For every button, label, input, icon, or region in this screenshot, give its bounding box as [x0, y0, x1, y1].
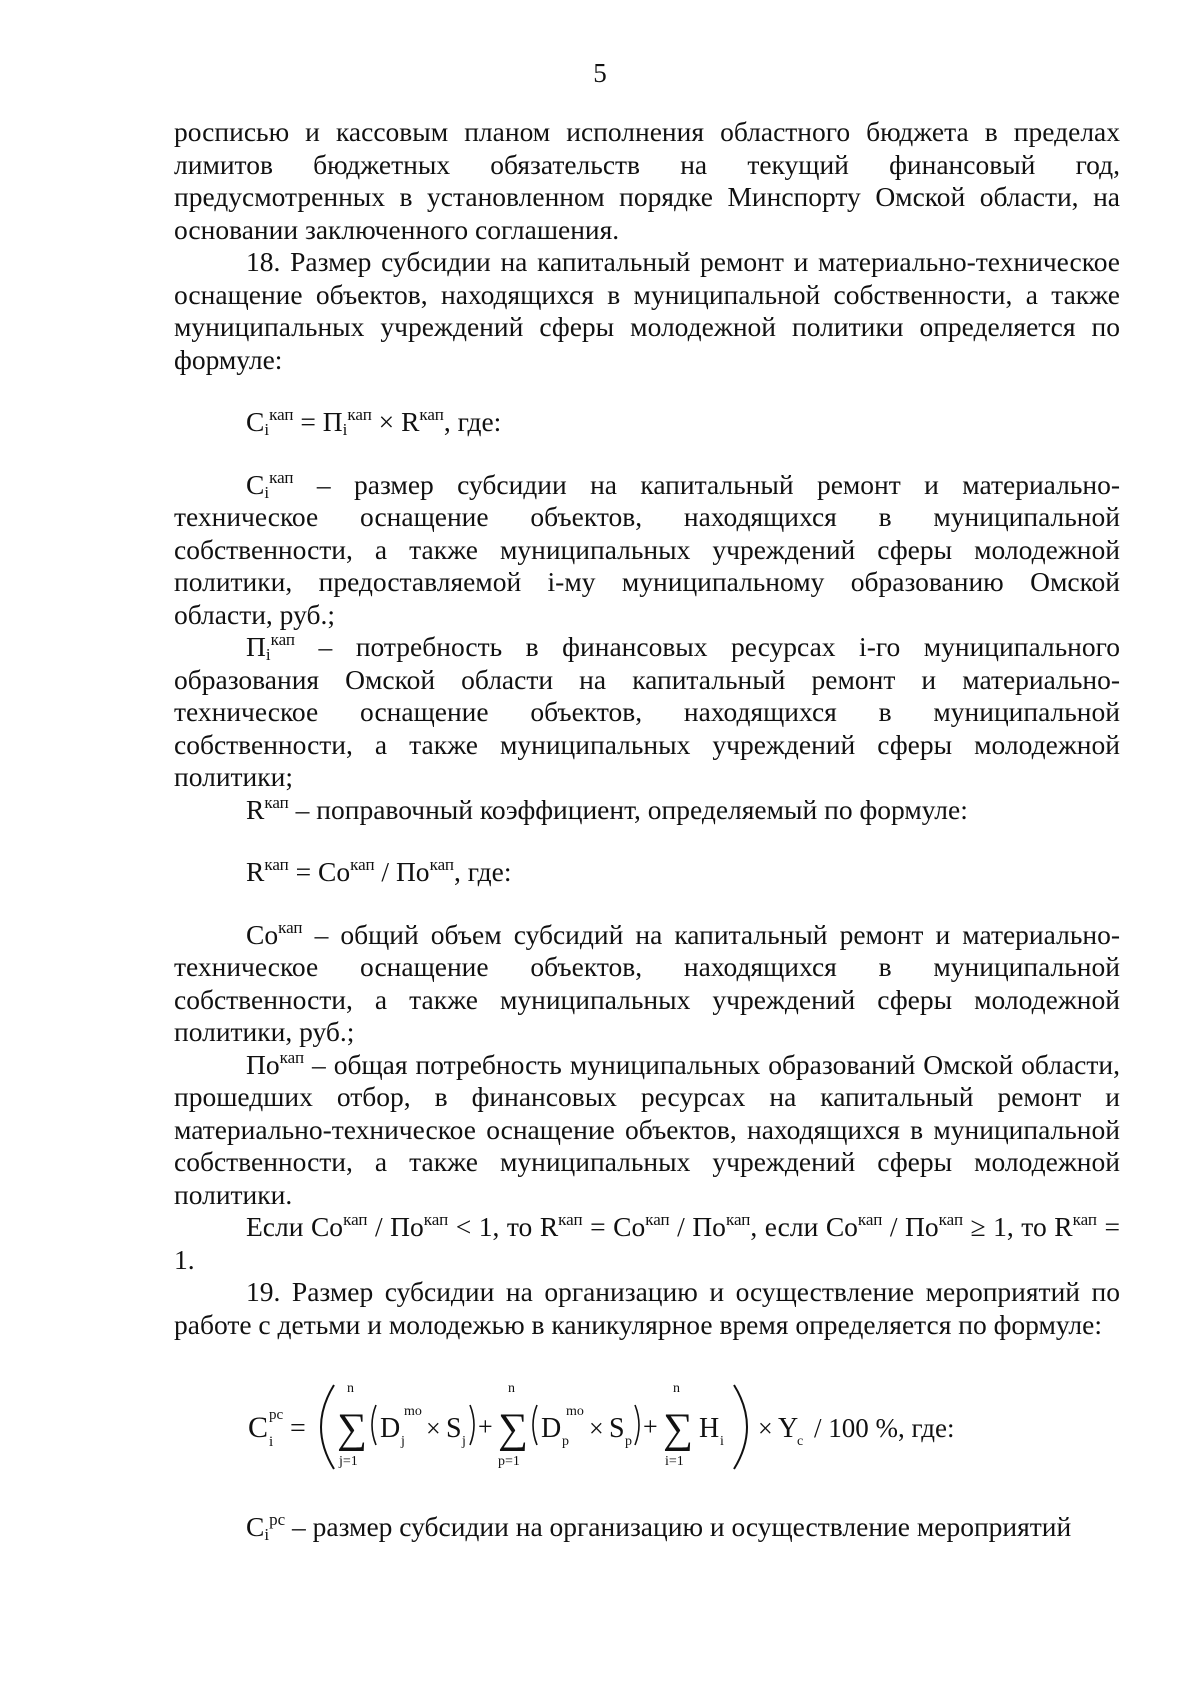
svg-text:+: + — [643, 1412, 658, 1441]
svg-text:i=1: i=1 — [665, 1454, 684, 1469]
svg-text:j: j — [462, 1434, 466, 1449]
svg-text:p=1: p=1 — [498, 1454, 520, 1469]
condition-r-kap: Если $Со^{кап} / По^{кап} < 1$, то $R^{кап} = Со^{кап} / По^{кап}$, если $Со^{кап} / По^{кап} \ge 1$, то $R^{кап} = 1$. — [174, 1210, 1121, 1275]
svg-text:Y: Y — [778, 1413, 799, 1444]
svg-text:S: S — [446, 1413, 462, 1444]
definition-c-pc: $C_i^{pc}$ – размер субсидии на организацию и осуществление мероприятий — [246, 1510, 1072, 1544]
svg-text:=: = — [290, 1413, 306, 1444]
svg-text:i: i — [720, 1434, 724, 1449]
svg-text:D: D — [541, 1413, 562, 1444]
svg-text:j=1: j=1 — [339, 1454, 358, 1469]
paragraph-continuation: росписью и кассовым планом исполнения областного бюджета в пределах лимитов бюджетных обязательств на текущий финансовый год, предусмотренных в установленном порядке Минспорту Омской области, на основании заключенного соглашения. — [174, 116, 1120, 245]
formula-c-kap: $C_i^{кап} = П_i^{кап} \times R^{кап}$, где: — [246, 405, 502, 439]
paragraph-18: 18. Размер субсидии на капитальный ремонт и материально-техническое оснащение объектов, находящихся в муниципальной собственности, а также муниципальных учреждений сферы молодежной политики определяется по формуле: — [174, 246, 1120, 375]
svg-text:C: C — [248, 1411, 269, 1444]
svg-text:/ 100 %, где:: / 100 %, где: — [814, 1413, 955, 1443]
svg-text:p: p — [625, 1434, 632, 1449]
svg-text:i: i — [269, 1434, 274, 1450]
formula-r-kap: $R^{кап} = Со^{кап} / По^{кап}$, где: — [246, 855, 512, 887]
svg-text:p: p — [562, 1434, 569, 1449]
page-number: 5 — [593, 58, 607, 88]
svg-text:n: n — [508, 1381, 515, 1396]
sum-sign-p: ∑ — [498, 1406, 528, 1452]
sum-sign-i: ∑ — [663, 1406, 693, 1452]
sum-sign-j: ∑ — [337, 1406, 367, 1452]
definition-so-kap: $Со^{кап}$ – общий объем субсидий на капитальный ремонт и материально-техническое оснащение объектов, находящихся в муниципальной собственности, а также муниципальных учреждений сферы молодежной политики, руб.; — [174, 917, 1120, 1047]
definition-po-kap: $По^{кап}$ – общая потребность муниципальных образований Омской области, прошедших отбор, в финансовых ресурсах на капитальный ремонт и материально-техническое оснащение объектов, находящихся в муниципальной собственности, а также муниципальных учреждений сферы молодежной политики. — [174, 1047, 1120, 1210]
svg-text:pc: pc — [269, 1407, 284, 1423]
svg-text:+: + — [478, 1412, 493, 1441]
svg-text:mo: mo — [566, 1404, 584, 1419]
svg-text:D: D — [380, 1413, 401, 1444]
formula-c-pc — [248, 1379, 1120, 1475]
svg-text:mo: mo — [404, 1404, 422, 1419]
definition-p-kap: $П_i^{кап}$ – потребность в финансовых ресурсах i-го муниципального образования Омской области на капитальный ремонт и материально-техническое оснащение объектов, находящихся в муниципальной собственности, а также муниципальных учреждений сферы молодежной политики; — [174, 630, 1120, 792]
svg-text:×: × — [426, 1414, 441, 1443]
document-body — [174, 116, 1120, 1544]
svg-text:S: S — [609, 1413, 625, 1444]
svg-text:n: n — [673, 1381, 680, 1396]
svg-text:×: × — [758, 1414, 773, 1443]
paragraph-19: 19. Размер субсидии на организацию и осуществление мероприятий по работе с детьми и молодежью в каникулярное время определяется по формуле: — [174, 1276, 1120, 1340]
svg-text:c: c — [797, 1434, 804, 1449]
definition-c-kap: $C_i^{кап}$ – размер субсидии на капитальный ремонт и материально-техническое оснащение объектов, находящихся в муниципальной собственности, а также муниципальных учреждений сферы молодежной политики, предоставляемой i-му муниципальному образованию Омской области, руб.; — [174, 467, 1120, 630]
definition-r-kap: $R^{кап}$ – поправочный коэффициент, определяемый по формуле: — [246, 792, 968, 825]
svg-text:j: j — [401, 1434, 405, 1449]
svg-text:×: × — [589, 1414, 604, 1443]
svg-text:H: H — [699, 1413, 720, 1444]
svg-text:n: n — [347, 1381, 354, 1396]
formula-c-pc-svg — [248, 1379, 968, 1475]
